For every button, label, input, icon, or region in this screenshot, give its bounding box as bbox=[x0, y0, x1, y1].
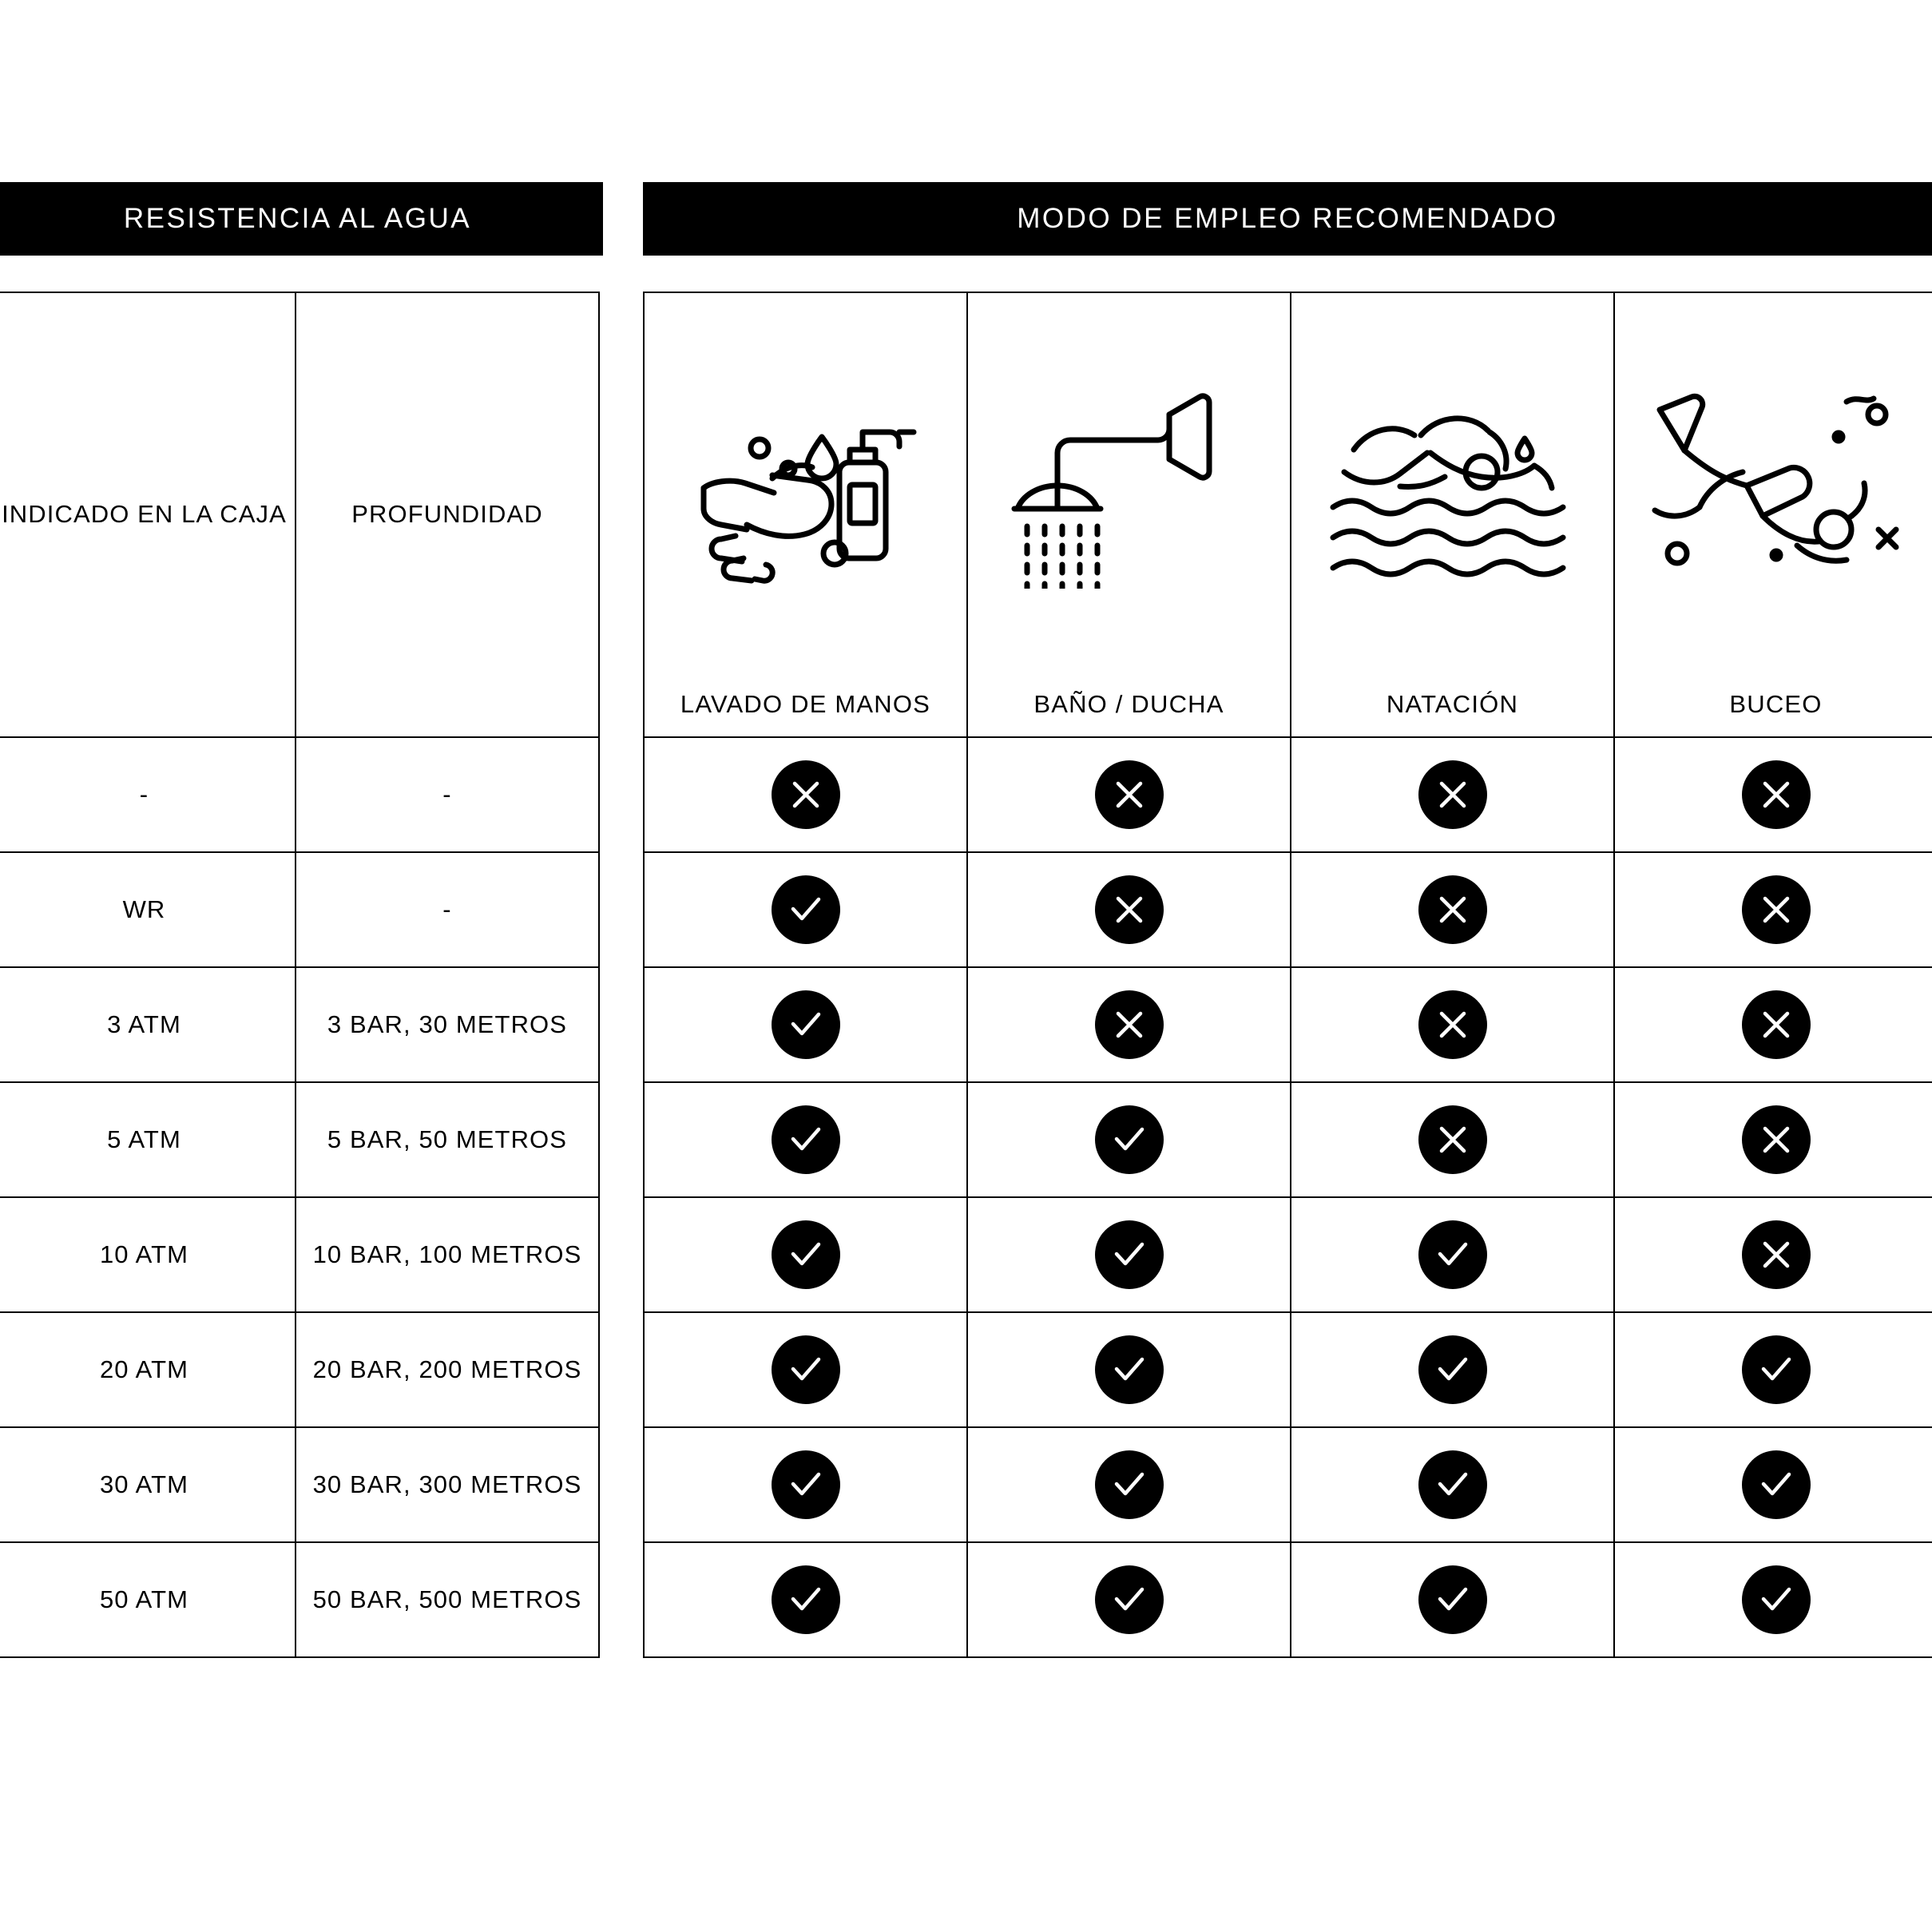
cell-rating: - bbox=[0, 737, 296, 852]
check-icon bbox=[772, 1220, 840, 1289]
status-cell bbox=[1291, 1197, 1614, 1312]
table-header-row bbox=[0, 292, 599, 737]
usage-column-shower bbox=[967, 292, 1291, 737]
table-row bbox=[0, 1542, 599, 1657]
header-water-resistance: RESISTENCIA AL AGUA bbox=[0, 182, 603, 256]
usage-label-handwash: LAVADO DE MANOS bbox=[680, 690, 931, 718]
status-cell bbox=[1291, 1082, 1614, 1197]
water-resistance-table bbox=[0, 292, 600, 1658]
status-cell bbox=[1614, 1197, 1932, 1312]
cell-rating: 10 ATM bbox=[0, 1197, 296, 1312]
usage-row bbox=[644, 737, 1932, 852]
usage-row bbox=[644, 967, 1932, 1082]
x-icon bbox=[1742, 990, 1811, 1059]
check-icon bbox=[1095, 1450, 1164, 1519]
table-row bbox=[0, 1082, 599, 1197]
cell-rating: 50 ATM bbox=[0, 1542, 296, 1657]
check-icon bbox=[1742, 1335, 1811, 1404]
cell-rating: 20 ATM bbox=[0, 1312, 296, 1427]
table-row bbox=[0, 1427, 599, 1542]
status-cell bbox=[1614, 967, 1932, 1082]
status-cell bbox=[644, 1082, 967, 1197]
usage-column-diving bbox=[1614, 292, 1932, 737]
usage-row bbox=[644, 1197, 1932, 1312]
check-icon bbox=[1418, 1220, 1487, 1289]
status-cell bbox=[1291, 1427, 1614, 1542]
cell-depth: - bbox=[296, 737, 599, 852]
check-icon bbox=[1095, 1105, 1164, 1174]
check-icon bbox=[1095, 1565, 1164, 1634]
swimming-icon bbox=[1291, 293, 1613, 684]
x-icon bbox=[1095, 990, 1164, 1059]
cell-rating: 3 ATM bbox=[0, 967, 296, 1082]
usage-column-swimming bbox=[1291, 292, 1614, 737]
check-icon bbox=[1095, 1220, 1164, 1289]
check-icon bbox=[1095, 1335, 1164, 1404]
cell-rating: 5 ATM bbox=[0, 1082, 296, 1197]
status-cell bbox=[967, 1082, 1291, 1197]
status-cell bbox=[1614, 1427, 1932, 1542]
status-cell bbox=[967, 1197, 1291, 1312]
cell-depth: - bbox=[296, 852, 599, 967]
status-cell bbox=[967, 1427, 1291, 1542]
column-header-rating: INDICADO EN LA CAJA bbox=[0, 292, 296, 737]
status-cell bbox=[644, 852, 967, 967]
status-cell bbox=[644, 1427, 967, 1542]
table-row bbox=[0, 1197, 599, 1312]
status-cell bbox=[1291, 967, 1614, 1082]
table-row bbox=[0, 1312, 599, 1427]
status-cell bbox=[644, 1542, 967, 1657]
check-icon bbox=[1742, 1565, 1811, 1634]
status-cell bbox=[1614, 1082, 1932, 1197]
check-icon bbox=[772, 1335, 840, 1404]
status-cell bbox=[1291, 1542, 1614, 1657]
cell-depth: 30 BAR, 300 METROS bbox=[296, 1427, 599, 1542]
status-cell bbox=[1291, 852, 1614, 967]
status-cell bbox=[1614, 1542, 1932, 1657]
cell-depth: 50 BAR, 500 METROS bbox=[296, 1542, 599, 1657]
cell-depth: 10 BAR, 100 METROS bbox=[296, 1197, 599, 1312]
recommended-use-table bbox=[643, 292, 1932, 1658]
cell-rating: 30 ATM bbox=[0, 1427, 296, 1542]
usage-row bbox=[644, 1312, 1932, 1427]
status-cell bbox=[1614, 1312, 1932, 1427]
table-row bbox=[0, 737, 599, 852]
status-cell bbox=[1291, 1312, 1614, 1427]
column-header-depth: PROFUNDIDAD bbox=[296, 292, 599, 737]
usage-row bbox=[644, 1427, 1932, 1542]
shower-icon bbox=[968, 293, 1290, 684]
check-icon bbox=[772, 875, 840, 944]
check-icon bbox=[1742, 1450, 1811, 1519]
status-cell bbox=[1614, 852, 1932, 967]
usage-row bbox=[644, 1082, 1932, 1197]
x-icon bbox=[1418, 875, 1487, 944]
diving-icon bbox=[1615, 293, 1932, 684]
cell-depth: 3 BAR, 30 METROS bbox=[296, 967, 599, 1082]
check-icon bbox=[1418, 1335, 1487, 1404]
x-icon bbox=[1418, 1105, 1487, 1174]
cell-depth: 5 BAR, 50 METROS bbox=[296, 1082, 599, 1197]
x-icon bbox=[1095, 760, 1164, 829]
usage-row bbox=[644, 852, 1932, 967]
check-icon bbox=[772, 1450, 840, 1519]
status-cell bbox=[644, 1312, 967, 1427]
x-icon bbox=[1742, 760, 1811, 829]
table-row bbox=[0, 852, 599, 967]
x-icon bbox=[1095, 875, 1164, 944]
table-row bbox=[0, 967, 599, 1082]
check-icon bbox=[772, 990, 840, 1059]
check-icon bbox=[1418, 1565, 1487, 1634]
status-cell bbox=[644, 1197, 967, 1312]
status-cell bbox=[967, 1312, 1291, 1427]
x-icon bbox=[1742, 1220, 1811, 1289]
usage-header-row bbox=[644, 292, 1932, 737]
usage-column-handwash bbox=[644, 292, 967, 737]
check-icon bbox=[772, 1105, 840, 1174]
usage-label-diving: BUCEO bbox=[1729, 690, 1823, 718]
status-cell bbox=[1614, 737, 1932, 852]
status-cell bbox=[1291, 737, 1614, 852]
status-cell bbox=[644, 967, 967, 1082]
header-recommended-use: MODO DE EMPLEO RECOMENDADO bbox=[643, 182, 1932, 256]
status-cell bbox=[644, 737, 967, 852]
check-icon bbox=[1418, 1450, 1487, 1519]
x-icon bbox=[772, 760, 840, 829]
usage-row bbox=[644, 1542, 1932, 1657]
x-icon bbox=[1742, 1105, 1811, 1174]
section-headers bbox=[0, 182, 1932, 256]
handwash-icon bbox=[645, 293, 966, 684]
usage-label-swimming: NATACIÓN bbox=[1386, 690, 1519, 718]
status-cell bbox=[967, 1542, 1291, 1657]
status-cell bbox=[967, 737, 1291, 852]
x-icon bbox=[1418, 760, 1487, 829]
cell-depth: 20 BAR, 200 METROS bbox=[296, 1312, 599, 1427]
status-cell bbox=[967, 967, 1291, 1082]
usage-label-shower: BAÑO / DUCHA bbox=[1033, 690, 1224, 718]
status-cell bbox=[967, 852, 1291, 967]
x-icon bbox=[1742, 875, 1811, 944]
check-icon bbox=[772, 1565, 840, 1634]
cell-rating: WR bbox=[0, 852, 296, 967]
x-icon bbox=[1418, 990, 1487, 1059]
